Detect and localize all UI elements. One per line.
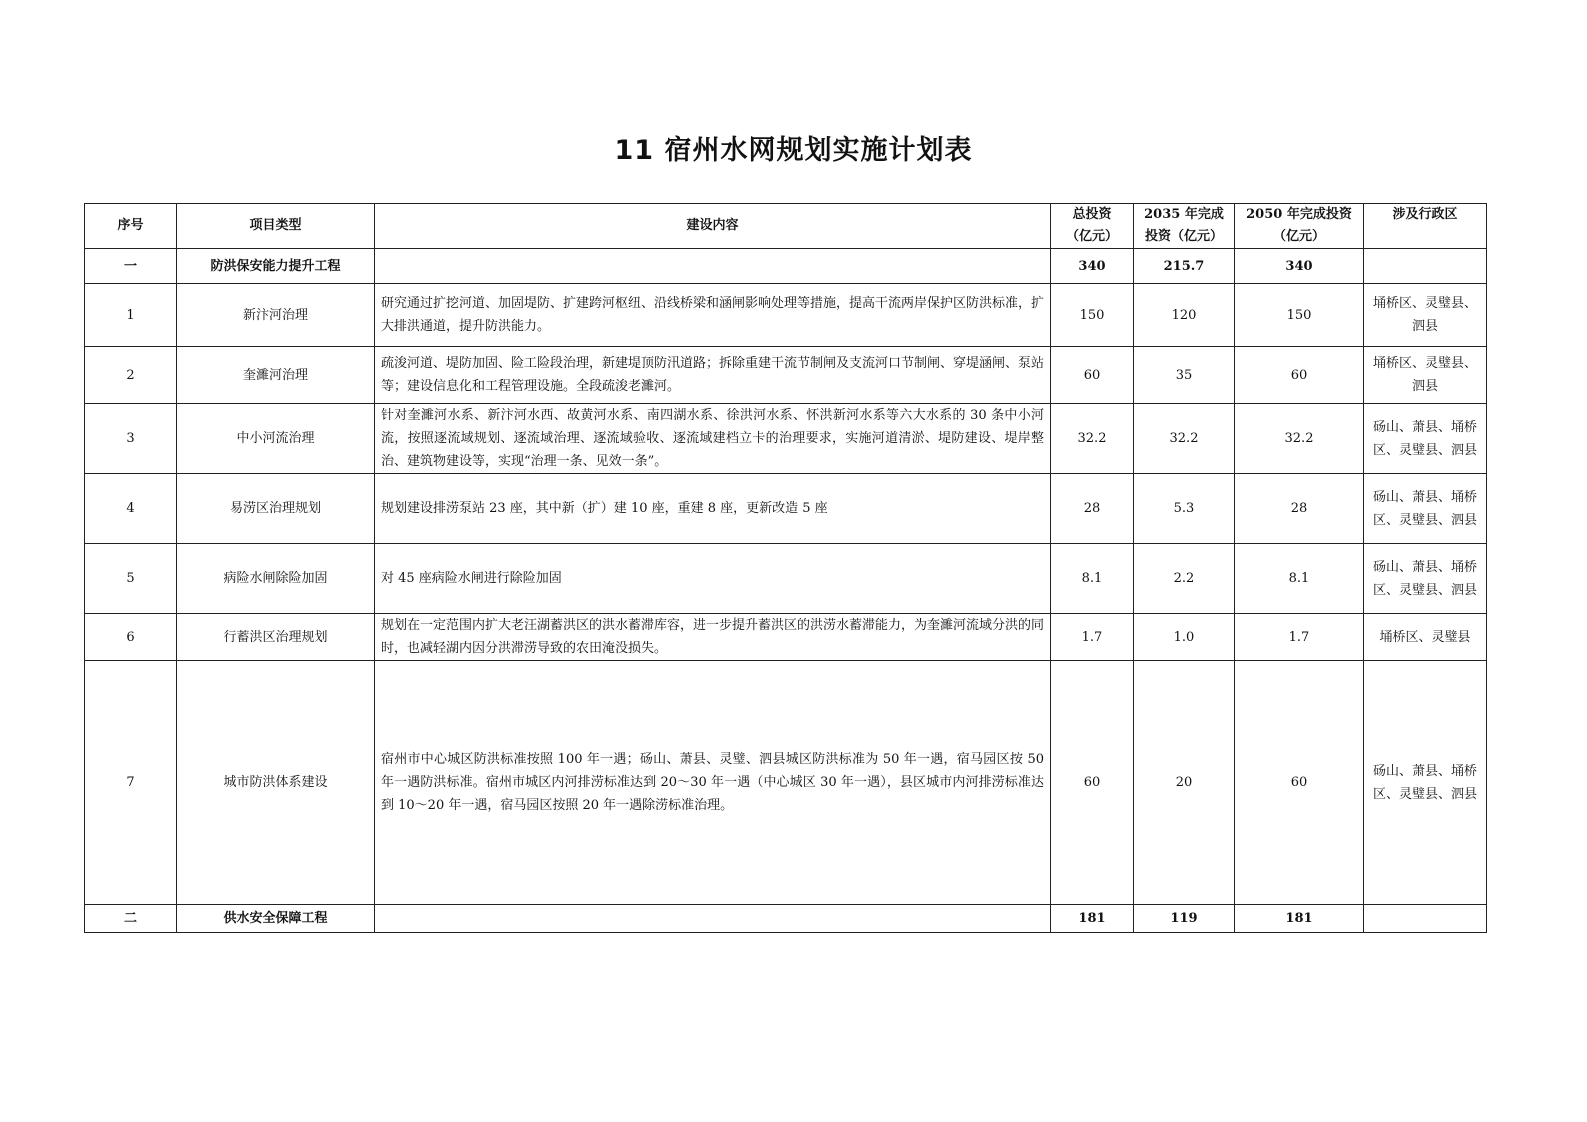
header-seq: 序号 xyxy=(85,204,177,249)
row-seq: 1 xyxy=(85,284,177,347)
row-type: 易涝区治理规划 xyxy=(177,474,375,544)
row-2035: 20 xyxy=(1134,661,1235,905)
table-row xyxy=(85,404,1487,474)
section-content xyxy=(375,905,1051,933)
section-content xyxy=(375,249,1051,284)
row-content: 规划在一定范围内扩大老汪湖蓄洪区的洪水蓄滞库容，进一步提升蓄洪区的洪涝水蓄滞能力，为奎濉河流域分洪的同时，也减轻湖内因分洪滞涝导致的农田淹没损失。 xyxy=(375,614,1051,661)
row-2050: 60 xyxy=(1235,347,1364,404)
row-2035: 32.2 xyxy=(1134,404,1235,474)
section-region xyxy=(1364,905,1487,933)
row-seq: 4 xyxy=(85,474,177,544)
row-region: 砀山、萧县、埇桥区、灵璧县、泗县 xyxy=(1364,404,1487,474)
row-content: 疏浚河道、堤防加固、险工险段治理，新建堤顶防汛道路；拆除重建干流节制闸及支流河口节制闸、穿堤涵闸、泵站等；建设信息化和工程管理设施。全段疏浚老濉河。 xyxy=(375,347,1051,404)
header-type: 项目类型 xyxy=(177,204,375,249)
row-content: 研究通过扩挖河道、加固堤防、扩建跨河枢纽、沿线桥梁和涵闸影响处理等措施，提高干流两岸保护区防洪标准，扩大排洪通道，提升防洪能力。 xyxy=(375,284,1051,347)
row-seq: 5 xyxy=(85,544,177,614)
section-region xyxy=(1364,249,1487,284)
row-total: 8.1 xyxy=(1051,544,1134,614)
row-seq: 3 xyxy=(85,404,177,474)
row-type: 城市防洪体系建设 xyxy=(177,661,375,905)
row-total: 150 xyxy=(1051,284,1134,347)
row-2050: 8.1 xyxy=(1235,544,1364,614)
row-type: 行蓄洪区治理规划 xyxy=(177,614,375,661)
section-total: 340 xyxy=(1051,249,1134,284)
row-2035: 1.0 xyxy=(1134,614,1235,661)
section-2035: 119 xyxy=(1134,905,1235,933)
header-row xyxy=(85,204,1487,249)
section-2050: 340 xyxy=(1235,249,1364,284)
table-row xyxy=(85,661,1487,905)
row-2035: 120 xyxy=(1134,284,1235,347)
row-region: 埇桥区、灵璧县、泗县 xyxy=(1364,347,1487,404)
row-content: 规划建设排涝泵站 23 座，其中新（扩）建 10 座，重建 8 座，更新改造 5 座 xyxy=(375,474,1051,544)
table-row xyxy=(85,614,1487,661)
row-type: 新汴河治理 xyxy=(177,284,375,347)
row-type: 病险水闸除险加固 xyxy=(177,544,375,614)
row-total: 1.7 xyxy=(1051,614,1134,661)
header-2050: 2050 年完成投资 （亿元） xyxy=(1235,204,1364,249)
row-type: 中小河流治理 xyxy=(177,404,375,474)
row-2050: 28 xyxy=(1235,474,1364,544)
row-content: 对 45 座病险水闸进行除险加固 xyxy=(375,544,1051,614)
row-region: 埇桥区、灵璧县、泗县 xyxy=(1364,284,1487,347)
table-row xyxy=(85,347,1487,404)
row-2035: 5.3 xyxy=(1134,474,1235,544)
section-name: 供水安全保障工程 xyxy=(177,905,375,933)
row-2035: 2.2 xyxy=(1134,544,1235,614)
row-2035: 35 xyxy=(1134,347,1235,404)
row-total: 60 xyxy=(1051,347,1134,404)
row-2050: 1.7 xyxy=(1235,614,1364,661)
row-region: 砀山、萧县、埇桥区、灵璧县、泗县 xyxy=(1364,661,1487,905)
row-region: 砀山、萧县、埇桥区、灵璧县、泗县 xyxy=(1364,474,1487,544)
row-seq: 6 xyxy=(85,614,177,661)
row-content: 针对奎濉河水系、新汴河水西、故黄河水系、南四湖水系、徐洪河水系、怀洪新河水系等六大水系的 30 条中小河流，按照逐流域规划、逐流域治理、逐流域验收、逐流域建档立卡的治理要求，实施河道清淤、堤防建设、堤岸整治、建筑物建设等，实现“治理一条、见效一条”。 xyxy=(375,404,1051,474)
row-type: 奎濉河治理 xyxy=(177,347,375,404)
section-name: 防洪保安能力提升工程 xyxy=(177,249,375,284)
section-2050: 181 xyxy=(1235,905,1364,933)
row-seq: 2 xyxy=(85,347,177,404)
row-2050: 60 xyxy=(1235,661,1364,905)
table-row xyxy=(85,544,1487,614)
page-title: 11 宿州水网规划实施计划表 xyxy=(614,135,973,166)
header-total: 总投资 （亿元） xyxy=(1051,204,1134,249)
row-seq: 7 xyxy=(85,661,177,905)
table-row xyxy=(85,474,1487,544)
row-2050: 32.2 xyxy=(1235,404,1364,474)
section-row xyxy=(85,905,1487,933)
section-seq: 二 xyxy=(85,905,177,933)
row-total: 28 xyxy=(1051,474,1134,544)
row-total: 32.2 xyxy=(1051,404,1134,474)
section-row xyxy=(85,249,1487,284)
row-2050: 150 xyxy=(1235,284,1364,347)
section-seq: 一 xyxy=(85,249,177,284)
section-2035: 215.7 xyxy=(1134,249,1235,284)
row-region: 砀山、萧县、埇桥区、灵璧县、泗县 xyxy=(1364,544,1487,614)
header-2035: 2035 年完成 投资（亿元） xyxy=(1134,204,1235,249)
row-content: 宿州市中心城区防洪标准按照 100 年一遇；砀山、萧县、灵璧、泗县城区防洪标准为 50 年一遇，宿马园区按 50 年一遇防洪标准。宿州市城区内河排涝标准达到 20～30 年一遇（中心城区 30 年一遇），县区城市内河排涝标准达到 10～20 年一遇，宿马园区按照 20 年一遇除涝标准治理。 xyxy=(375,661,1051,905)
table-row xyxy=(85,284,1487,347)
row-region: 埇桥区、灵璧县 xyxy=(1364,614,1487,661)
section-total: 181 xyxy=(1051,905,1134,933)
plan-table xyxy=(84,203,1487,933)
header-content: 建设内容 xyxy=(375,204,1051,249)
row-total: 60 xyxy=(1051,661,1134,905)
header-region: 涉及行政区 xyxy=(1364,204,1487,249)
